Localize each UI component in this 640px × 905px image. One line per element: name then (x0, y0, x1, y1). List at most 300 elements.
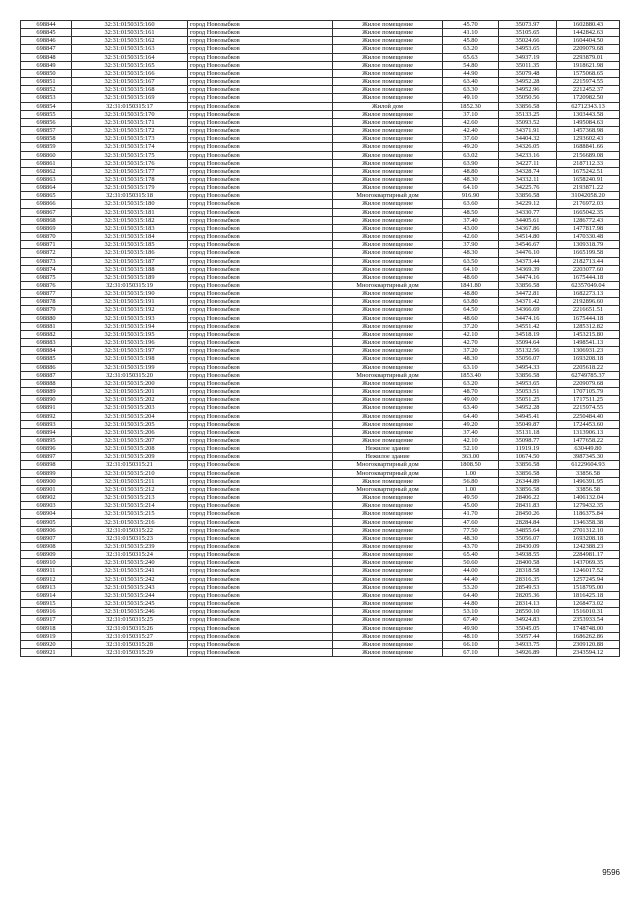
cell-area: 45.70 (443, 21, 499, 29)
cell-cadastral-value: 2212452.37 (557, 86, 620, 94)
cell-row-number: 698853 (21, 94, 72, 102)
cell-row-number: 698908 (21, 543, 72, 551)
table-row (21, 445, 620, 453)
cell-object-type: Жилое помещение (333, 518, 443, 526)
cell-cadastral-number: 32:31:0150315:163 (72, 45, 188, 53)
table-row (21, 127, 620, 135)
cell-cadastral-value: 1682273.13 (557, 290, 620, 298)
cell-row-number: 698850 (21, 69, 72, 77)
cell-area: 63.40 (443, 78, 499, 86)
cell-row-number: 698910 (21, 559, 72, 567)
cell-area: 63.80 (443, 298, 499, 306)
cell-cadastral-number: 32:31:0150315:176 (72, 159, 188, 167)
cell-unit-price: 28400.58 (499, 559, 557, 567)
cell-address: город Новозыбков (188, 110, 333, 118)
cell-address: город Новозыбков (188, 534, 333, 542)
cell-cadastral-value: 2176972.03 (557, 200, 620, 208)
cell-cadastral-value: 62357049.04 (557, 282, 620, 290)
cell-row-number: 698855 (21, 110, 72, 118)
cell-address: город Новозыбков (188, 494, 333, 502)
cell-cadastral-number: 32:31:0150315:200 (72, 379, 188, 387)
cell-row-number: 698874 (21, 265, 72, 273)
cell-row-number: 698844 (21, 21, 72, 29)
cell-address: город Новозыбков (188, 69, 333, 77)
cell-unit-price: 33856.58 (499, 371, 557, 379)
cell-area: 42.40 (443, 127, 499, 135)
table-row (21, 118, 620, 126)
cell-cadastral-number: 32:31:0150315:215 (72, 510, 188, 518)
cell-row-number: 698902 (21, 494, 72, 502)
cell-object-type: Нежилое здание (333, 453, 443, 461)
cell-address: город Новозыбков (188, 200, 333, 208)
cell-unit-price: 28316.35 (499, 575, 557, 583)
cell-area: 37.20 (443, 322, 499, 330)
cell-address: город Новозыбков (188, 428, 333, 436)
cell-cadastral-number: 32:31:0150315:166 (72, 69, 188, 77)
cell-object-type: Жилое помещение (333, 412, 443, 420)
cell-address: город Новозыбков (188, 477, 333, 485)
cell-unit-price: 34855.64 (499, 526, 557, 534)
cell-address: город Новозыбков (188, 273, 333, 281)
cell-cadastral-value: 1717511.25 (557, 396, 620, 404)
cell-object-type: Жилое помещение (333, 616, 443, 624)
cell-row-number: 698898 (21, 461, 72, 469)
cell-area: 63.60 (443, 200, 499, 208)
cell-cadastral-number: 32:31:0150315:25 (72, 616, 188, 624)
cell-area: 363.00 (443, 453, 499, 461)
cell-row-number: 698901 (21, 485, 72, 493)
cell-address: город Новозыбков (188, 379, 333, 387)
cell-cadastral-number: 32:31:0150315:188 (72, 265, 188, 273)
cell-object-type: Жилое помещение (333, 233, 443, 241)
cell-object-type: Жилое помещение (333, 29, 443, 37)
cell-unit-price: 34953.65 (499, 45, 557, 53)
cell-cadastral-number: 32:31:0150315:169 (72, 94, 188, 102)
cell-row-number: 698915 (21, 600, 72, 608)
table-row (21, 436, 620, 444)
cell-address: город Новозыбков (188, 404, 333, 412)
cell-object-type: Жилое помещение (333, 69, 443, 77)
cell-address: город Новозыбков (188, 94, 333, 102)
cell-cadastral-number: 32:31:0150315:240 (72, 559, 188, 567)
cell-unit-price: 35056.07 (499, 355, 557, 363)
table-row (21, 396, 620, 404)
cell-object-type: Жилое помещение (333, 314, 443, 322)
cell-unit-price: 34373.44 (499, 257, 557, 265)
cell-cadastral-number: 32:31:0150315:214 (72, 502, 188, 510)
cell-cadastral-number: 32:31:0150315:201 (72, 388, 188, 396)
cell-cadastral-number: 32:31:0150315:171 (72, 118, 188, 126)
cell-unit-price: 35050.56 (499, 94, 557, 102)
cell-unit-price: 35053.51 (499, 388, 557, 396)
cell-object-type: Жилое помещение (333, 86, 443, 94)
cell-object-type: Жилое помещение (333, 543, 443, 551)
cell-cadastral-value: 1693208.18 (557, 534, 620, 542)
table-row (21, 526, 620, 534)
cell-address: город Новозыбков (188, 151, 333, 159)
cell-cadastral-value: 1720982.50 (557, 94, 620, 102)
cell-area: 49.90 (443, 624, 499, 632)
cell-area: 1.00 (443, 485, 499, 493)
cell-address: город Новозыбков (188, 298, 333, 306)
cell-address: город Новозыбков (188, 567, 333, 575)
table-row (21, 649, 620, 657)
cell-unit-price: 34330.77 (499, 208, 557, 216)
cell-cadastral-number: 32:31:0150315:19 (72, 282, 188, 290)
table-row (21, 290, 620, 298)
cell-unit-price: 33856.58 (499, 192, 557, 200)
cell-area: 48.10 (443, 632, 499, 640)
cell-area: 63.10 (443, 363, 499, 371)
cell-row-number: 698852 (21, 86, 72, 94)
cell-cadastral-value: 1257245.94 (557, 575, 620, 583)
cell-cadastral-number: 32:31:0150315:187 (72, 257, 188, 265)
cell-cadastral-number: 32:31:0150315:186 (72, 249, 188, 257)
cell-object-type: Жилое помещение (333, 575, 443, 583)
cell-address: город Новозыбков (188, 624, 333, 632)
table-row (21, 306, 620, 314)
table-row (21, 485, 620, 493)
cell-cadastral-number: 32:31:0150315:20 (72, 371, 188, 379)
cell-object-type: Нежилое здание (333, 445, 443, 453)
cell-cadastral-number: 32:31:0150315:17 (72, 102, 188, 110)
cell-unit-price: 34326.05 (499, 143, 557, 151)
cell-cadastral-value: 1242388.23 (557, 543, 620, 551)
cell-unit-price: 35105.65 (499, 29, 557, 37)
cell-unit-price: 34933.75 (499, 640, 557, 648)
cell-object-type: Жилое помещение (333, 640, 443, 648)
cell-area: 67.10 (443, 649, 499, 657)
cell-cadastral-number: 32:31:0150315:180 (72, 200, 188, 208)
cell-area: 64.50 (443, 306, 499, 314)
cell-cadastral-number: 32:31:0150315:210 (72, 469, 188, 477)
cell-cadastral-number: 32:31:0150315:178 (72, 175, 188, 183)
cell-object-type: Жилое помещение (333, 388, 443, 396)
table-row (21, 86, 620, 94)
cell-unit-price: 33856.58 (499, 469, 557, 477)
cell-row-number: 698880 (21, 314, 72, 322)
cell-cadastral-value: 3987345.30 (557, 453, 620, 461)
cell-cadastral-value: 1918621.98 (557, 61, 620, 69)
cell-cadastral-value: 1293602.43 (557, 135, 620, 143)
cell-area: 42.60 (443, 118, 499, 126)
cell-cadastral-number: 32:31:0150315:198 (72, 355, 188, 363)
cell-cadastral-number: 32:31:0150315:22 (72, 526, 188, 534)
cell-cadastral-number: 32:31:0150315:170 (72, 110, 188, 118)
cell-area: 43.00 (443, 224, 499, 232)
cell-row-number: 698892 (21, 412, 72, 420)
cell-area: 48.70 (443, 388, 499, 396)
cell-cadastral-value: 2209079.68 (557, 379, 620, 387)
cell-cadastral-value: 2209079.68 (557, 45, 620, 53)
cell-object-type: Жилое помещение (333, 175, 443, 183)
cell-unit-price: 35131.18 (499, 428, 557, 436)
cell-cadastral-value: 2156689.08 (557, 151, 620, 159)
cell-cadastral-number: 32:31:0150315:199 (72, 363, 188, 371)
cell-object-type: Жилое помещение (333, 330, 443, 338)
cell-cadastral-number: 32:31:0150315:161 (72, 29, 188, 37)
cell-address: город Новозыбков (188, 175, 333, 183)
cell-address: город Новозыбков (188, 257, 333, 265)
cell-cadastral-number: 32:31:0150315:212 (72, 485, 188, 493)
cell-object-type: Жилое помещение (333, 37, 443, 45)
cell-cadastral-value: 2192896.60 (557, 298, 620, 306)
table-row (21, 567, 620, 575)
cell-unit-price: 34371.91 (499, 127, 557, 135)
cell-unit-price: 35011.35 (499, 61, 557, 69)
cell-address: город Новозыбков (188, 45, 333, 53)
cell-object-type: Жилое помещение (333, 298, 443, 306)
table-row (21, 159, 620, 167)
cell-row-number: 698847 (21, 45, 72, 53)
table-row (21, 355, 620, 363)
cell-cadastral-value: 2309120.88 (557, 640, 620, 648)
table-row (21, 110, 620, 118)
cell-row-number: 698916 (21, 608, 72, 616)
cell-cadastral-number: 32:31:0150315:207 (72, 436, 188, 444)
cell-area: 44.40 (443, 575, 499, 583)
cell-cadastral-value: 1675444.18 (557, 314, 620, 322)
cell-area: 66.10 (443, 640, 499, 648)
cell-object-type: Жилое помещение (333, 118, 443, 126)
cell-address: город Новозыбков (188, 208, 333, 216)
cell-cadastral-value: 2203077.60 (557, 265, 620, 273)
cell-cadastral-value: 1279432.35 (557, 502, 620, 510)
cell-cadastral-number: 32:31:0150315:175 (72, 151, 188, 159)
cell-object-type: Жилое помещение (333, 94, 443, 102)
cell-cadastral-value: 1477658.22 (557, 436, 620, 444)
cell-object-type: Многоквартирный дом (333, 461, 443, 469)
cell-cadastral-number: 32:31:0150315:241 (72, 567, 188, 575)
table-row (21, 257, 620, 265)
cell-address: город Новозыбков (188, 192, 333, 200)
cell-row-number: 698900 (21, 477, 72, 485)
cell-unit-price: 34518.19 (499, 330, 557, 338)
table-row (21, 583, 620, 591)
table-row (21, 29, 620, 37)
registry-table-body (21, 21, 620, 657)
cell-area: 63.90 (443, 159, 499, 167)
cell-unit-price: 34328.74 (499, 167, 557, 175)
cell-unit-price: 34404.32 (499, 135, 557, 143)
cell-address: город Новозыбков (188, 102, 333, 110)
cell-area: 1841.80 (443, 282, 499, 290)
cell-cadastral-value: 1286772.43 (557, 216, 620, 224)
cell-cadastral-value: 2205618.22 (557, 363, 620, 371)
cell-row-number: 698848 (21, 53, 72, 61)
cell-object-type: Жилое помещение (333, 135, 443, 143)
cell-unit-price: 35094.64 (499, 339, 557, 347)
cell-cadastral-number: 32:31:0150315:246 (72, 608, 188, 616)
cell-address: город Новозыбков (188, 518, 333, 526)
cell-cadastral-value: 2353933.54 (557, 616, 620, 624)
table-row (21, 510, 620, 518)
cell-cadastral-value: 33856.58 (557, 469, 620, 477)
table-row (21, 249, 620, 257)
table-row (21, 184, 620, 192)
cell-row-number: 698891 (21, 404, 72, 412)
cell-area: 54.80 (443, 61, 499, 69)
cell-unit-price: 11919.19 (499, 445, 557, 453)
cell-cadastral-value: 1604404.50 (557, 37, 620, 45)
cell-area: 1853.40 (443, 371, 499, 379)
table-row (21, 640, 620, 648)
cell-cadastral-number: 32:31:0150315:167 (72, 78, 188, 86)
table-row (21, 379, 620, 387)
cell-area: 1808.50 (443, 461, 499, 469)
cell-cadastral-value: 1665199.58 (557, 249, 620, 257)
cell-address: город Новозыбков (188, 167, 333, 175)
cell-object-type: Жилое помещение (333, 184, 443, 192)
table-row (21, 551, 620, 559)
cell-cadastral-number: 32:31:0150315:194 (72, 322, 188, 330)
cell-cadastral-value: 2182713.44 (557, 257, 620, 265)
cell-area: 37.40 (443, 216, 499, 224)
cell-cadastral-value: 2193871.22 (557, 184, 620, 192)
cell-row-number: 698903 (21, 502, 72, 510)
cell-object-type: Жилое помещение (333, 249, 443, 257)
cell-unit-price: 34938.55 (499, 551, 557, 559)
table-row (21, 282, 620, 290)
cell-address: город Новозыбков (188, 216, 333, 224)
cell-cadastral-number: 32:31:0150315:164 (72, 53, 188, 61)
cell-object-type: Жилое помещение (333, 632, 443, 640)
cell-address: город Новозыбков (188, 502, 333, 510)
cell-row-number: 698862 (21, 167, 72, 175)
cell-row-number: 698846 (21, 37, 72, 45)
cell-unit-price: 26344.89 (499, 477, 557, 485)
cell-cadastral-number: 32:31:0150315:204 (72, 412, 188, 420)
cell-address: город Новозыбков (188, 371, 333, 379)
cell-address: город Новозыбков (188, 143, 333, 151)
cell-object-type: Многоквартирный дом (333, 371, 443, 379)
cell-address: город Новозыбков (188, 290, 333, 298)
cell-area: 63.20 (443, 379, 499, 387)
cell-cadastral-number: 32:31:0150315:28 (72, 640, 188, 648)
cell-cadastral-number: 32:31:0150315:174 (72, 143, 188, 151)
cell-area: 64.40 (443, 412, 499, 420)
cell-address: город Новозыбков (188, 330, 333, 338)
cell-address: город Новозыбков (188, 355, 333, 363)
cell-object-type: Многоквартирный дом (333, 282, 443, 290)
cell-unit-price: 34367.86 (499, 224, 557, 232)
cell-row-number: 698883 (21, 339, 72, 347)
cell-address: город Новозыбков (188, 559, 333, 567)
table-row (21, 200, 620, 208)
cell-area: 1852.30 (443, 102, 499, 110)
table-row (21, 265, 620, 273)
cell-object-type: Жилое помещение (333, 436, 443, 444)
cell-object-type: Жилое помещение (333, 404, 443, 412)
cell-area: 49.00 (443, 396, 499, 404)
cell-address: город Новозыбков (188, 61, 333, 69)
table-row (21, 61, 620, 69)
cell-area: 48.30 (443, 534, 499, 542)
cell-object-type: Жилое помещение (333, 591, 443, 599)
table-row (21, 69, 620, 77)
table-row (21, 347, 620, 355)
cell-area: 64.10 (443, 184, 499, 192)
cell-area: 44.00 (443, 567, 499, 575)
cell-cadastral-value: 2215974.55 (557, 78, 620, 86)
cell-address: город Новозыбков (188, 412, 333, 420)
cell-address: город Новозыбков (188, 420, 333, 428)
cell-cadastral-value: 1303443.58 (557, 110, 620, 118)
cell-cadastral-number: 32:31:0150315:189 (72, 273, 188, 281)
cell-cadastral-value: 2343594.12 (557, 649, 620, 657)
cell-area: 45.00 (443, 502, 499, 510)
cell-row-number: 698893 (21, 420, 72, 428)
cell-object-type: Многоквартирный дом (333, 469, 443, 477)
table-row (21, 502, 620, 510)
cell-address: город Новозыбков (188, 616, 333, 624)
cell-cadastral-value: 1268473.02 (557, 600, 620, 608)
cell-cadastral-number: 32:31:0150315:21 (72, 461, 188, 469)
cell-unit-price: 35056.07 (499, 534, 557, 542)
cell-cadastral-value: 1665042.35 (557, 208, 620, 216)
cell-cadastral-value: 1477817.98 (557, 224, 620, 232)
cell-address: город Новозыбков (188, 632, 333, 640)
cell-address: город Новозыбков (188, 159, 333, 167)
cell-row-number: 698882 (21, 330, 72, 338)
cell-row-number: 698876 (21, 282, 72, 290)
cell-address: город Новозыбков (188, 591, 333, 599)
cell-object-type: Жилое помещение (333, 600, 443, 608)
table-row (21, 53, 620, 61)
cell-object-type: Жилое помещение (333, 216, 443, 224)
cell-object-type: Жилое помещение (333, 510, 443, 518)
cell-object-type: Жилое помещение (333, 78, 443, 86)
cell-row-number: 698865 (21, 192, 72, 200)
cell-row-number: 698875 (21, 273, 72, 281)
cell-row-number: 698860 (21, 151, 72, 159)
cell-cadastral-value: 1346358.38 (557, 518, 620, 526)
cell-unit-price: 35079.48 (499, 69, 557, 77)
cell-object-type: Жилое помещение (333, 551, 443, 559)
cell-unit-price: 34233.16 (499, 151, 557, 159)
cell-area: 1.00 (443, 469, 499, 477)
cell-cadastral-number: 32:31:0150315:183 (72, 224, 188, 232)
cell-address: город Новозыбков (188, 445, 333, 453)
cell-unit-price: 34474.16 (499, 273, 557, 281)
cell-area: 42.10 (443, 436, 499, 444)
cell-cadastral-number: 32:31:0150315:18 (72, 192, 188, 200)
cell-row-number: 698921 (21, 649, 72, 657)
cell-row-number: 698857 (21, 127, 72, 135)
cell-row-number: 698873 (21, 257, 72, 265)
table-row (21, 192, 620, 200)
cell-unit-price: 10674.50 (499, 453, 557, 461)
cell-area: 45.80 (443, 37, 499, 45)
cell-address: город Новозыбков (188, 600, 333, 608)
cell-address: город Новозыбков (188, 469, 333, 477)
table-row (21, 330, 620, 338)
cell-object-type: Жилое помещение (333, 208, 443, 216)
cell-unit-price: 28450.26 (499, 510, 557, 518)
table-row (21, 363, 620, 371)
cell-row-number: 698884 (21, 347, 72, 355)
cell-object-type: Жилое помещение (333, 151, 443, 159)
cell-row-number: 698872 (21, 249, 72, 257)
cell-row-number: 698894 (21, 428, 72, 436)
cell-cadastral-value: 33856.58 (557, 485, 620, 493)
cell-object-type: Жилое помещение (333, 322, 443, 330)
cell-cadastral-value: 1816425.18 (557, 591, 620, 599)
cell-object-type: Жилое помещение (333, 110, 443, 118)
table-row (21, 94, 620, 102)
cell-address: город Новозыбков (188, 322, 333, 330)
cell-unit-price: 28431.83 (499, 502, 557, 510)
